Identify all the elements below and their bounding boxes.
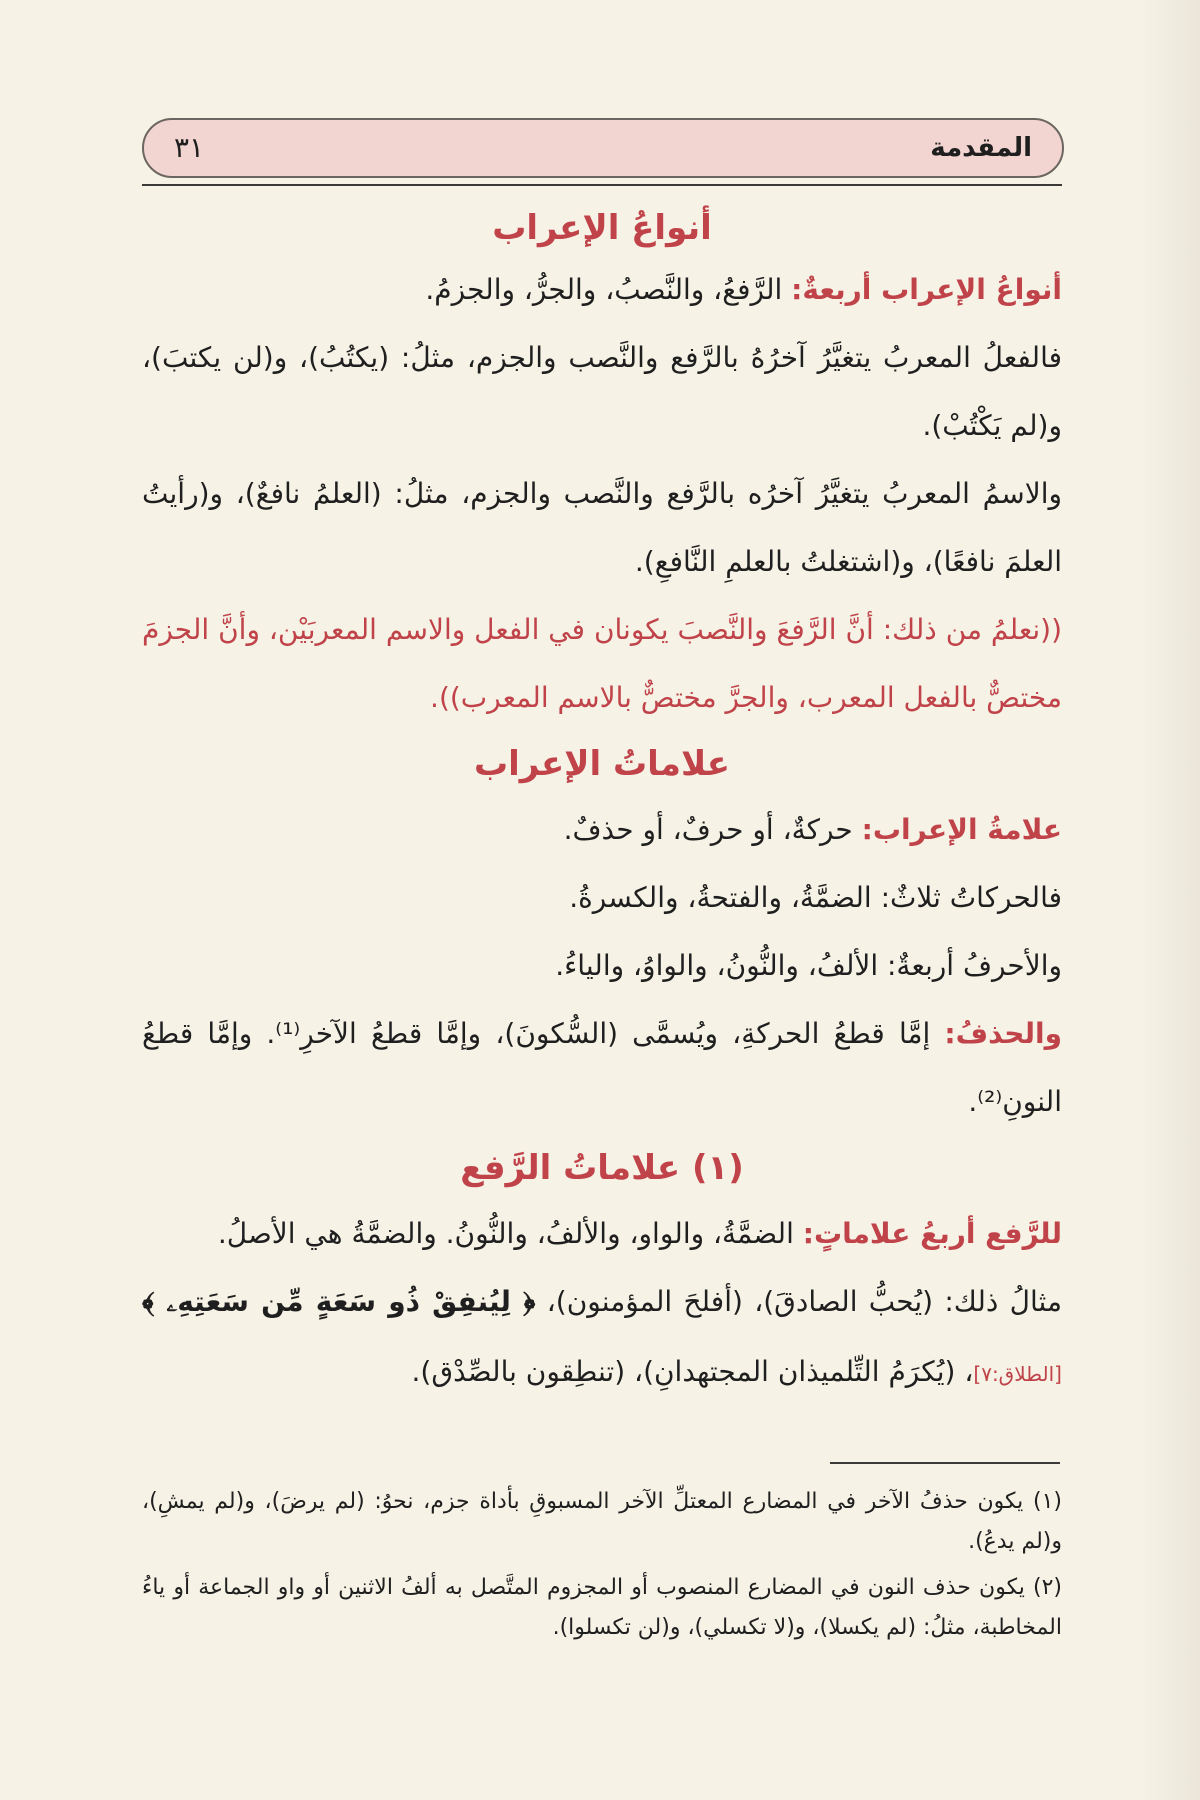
paragraph-raf-examples [142,1268,1062,1408]
paragraph-sign-definition [142,796,1062,864]
header-rule [142,184,1062,186]
footnotes [142,1482,1062,1654]
text-kinds-count: الرَّفعُ، والنَّصبُ، والجرُّ، والجزمُ. [425,273,792,306]
heading-signs-of-raf: (١) علاماتُ الرَّفع [460,1148,744,1188]
header-chapter-title: المقدمة [930,133,1032,163]
paragraph-summary-note: ((نعلمُ من ذلك: أنَّ الرَّفعَ والنَّصبَ يكونان في الفعل والاسم المعربَيْن، وأنَّ الجزمَ مختصٌّ بالفعل المعرب، والجرَّ مختصٌّ بالاسم المعرب)). [142,613,1062,714]
paragraph-vowels: فالحركاتُ ثلاثٌ: الضمَّةُ، والفتحةُ، والكسرةُ. [569,881,1062,914]
footnote-1: (١) يكون حذفُ الآخر في المضارع المعتلِّ الآخر المسبوقِ بأداة جزم، نحوُ: (لم يرضَ)، و(لم يمشِ)، و(لم يدعُ). [142,1489,1062,1554]
paragraph-letters: والأحرفُ أربعةٌ: الألفُ، والنُّونُ، والواوُ، والياءُ. [555,949,1062,982]
text-raf-signs: الضمَّةُ، والواو، والألفُ، والنُّونُ. والضمَّةُ هي الأصلُ. [217,1217,803,1250]
quran-verse: ﴿ لِيُنفِقْ ذُو سَعَةٍ مِّن سَعَتِهِۦ ﴾ [142,1285,536,1318]
text-examples-start: مثالُ ذلك: (يُحبُّ الصادقَ)، (أفلحَ المؤمنون)، [535,1285,1062,1318]
label-deletion: والحذفُ: [944,1017,1062,1050]
page-edge-shadow [1140,0,1200,1800]
paragraph-raf-signs [142,1200,1062,1268]
paragraph-kinds-count [142,256,1062,324]
label-raf-signs: للرَّفع أربعُ علاماتٍ: [802,1217,1062,1250]
footnote-rule [830,1462,1060,1464]
text-deletion: إمَّا قطعُ الحركةِ، ويُسمَّى (السُّكونَ)، وإمَّا قطعُ الآخرِ⁽¹⁾. وإمَّا قطعُ النونِ⁽²⁾. [142,1017,1062,1118]
label-kinds-count: أنواعُ الإعراب أربعةٌ: [791,273,1062,306]
heading-signs-of-irab: علاماتُ الإعراب [473,744,731,784]
verse-reference: [الطلاق:٧] [973,1362,1062,1386]
heading-kinds-of-irab: أنواعُ الإعراب [492,208,712,248]
paragraph-noun-inflection: والاسمُ المعربُ يتغيَّرُ آخرُه بالرَّفع والنَّصب والجزم، مثلُ: (العلمُ نافعٌ)، و(رأيتُ العلمَ نافعًا)، و(اشتغلتُ بالعلمِ النَّافعِ). [142,477,1062,578]
paragraph-verb-inflection: فالفعلُ المعربُ يتغيَّرُ آخرُهُ بالرَّفع والنَّصب والجزم، مثلُ: (يكتُبُ)، و(لن يكتبَ)، و(لم يَكْتُبْ). [142,341,1062,442]
running-header [142,118,1064,178]
paragraph-deletion [142,1000,1062,1136]
text-sign-definition: حركةٌ، أو حرفٌ، أو حذفٌ. [563,813,862,846]
text-examples-end: ، (يُكرَمُ التِّلميذان المجتهدانِ)، (تنطِقون بالصِّدْق). [411,1355,974,1388]
label-sign-definition: علامةُ الإعراب: [861,813,1062,846]
page-number: ٣١ [174,131,205,164]
main-content [142,200,1062,1408]
footnote-2: (٢) يكون حذف النون في المضارع المنصوب أو المجزوم المتَّصل به ألفُ الاثنين أو واو الجماعة أو ياءُ المخاطبة، مثلُ: (لم يكسلا)، و(لا تكسلي)، و(لن تكسلوا). [142,1575,1062,1640]
